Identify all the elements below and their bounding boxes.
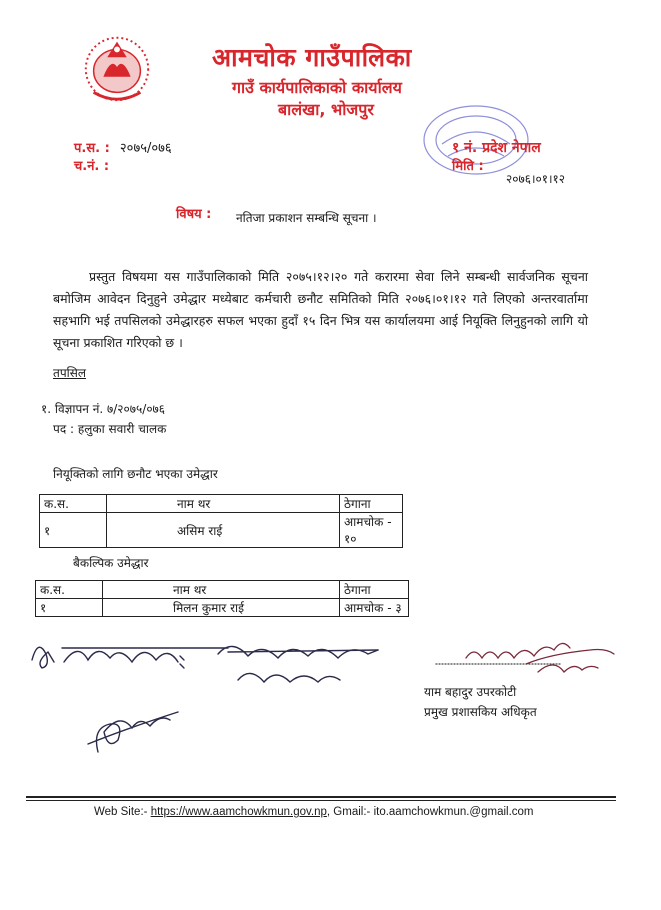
selected-candidates-table	[39, 494, 403, 548]
footer-contact	[94, 806, 534, 818]
col-header-name: नाम थर	[103, 581, 340, 599]
province-label: १ नं. प्रदेश नेपाल	[452, 140, 541, 156]
office-address: बालंखा, भोजपुर	[278, 100, 374, 119]
advertisement-number: १. विज्ञापन नं. ७/२०७५/०७६	[41, 402, 166, 416]
cell-sn: १	[36, 599, 103, 617]
subject-label: विषय :	[176, 207, 212, 222]
col-header-address: ठेगाना	[340, 495, 403, 513]
selected-table-title: नियूक्तिको लागि छनौट भएका उमेद्धार	[53, 467, 218, 481]
cell-name: असिम राई	[107, 513, 340, 548]
cell-address: आमचोक - १०	[340, 513, 403, 548]
table-row	[36, 599, 409, 617]
website-link[interactable]: https://www.aamchowkmun.gov.np	[150, 806, 327, 818]
officer-title: प्रमुख प्रशासकिय अधिकृत	[424, 705, 537, 719]
org-name: आमचोक गाउँपालिका	[212, 43, 412, 72]
section-label: तपसिल	[53, 366, 87, 380]
footer-divider	[26, 796, 616, 798]
date-value: २०७६।०१।१२	[506, 172, 566, 186]
cn-label: च.नं. :	[74, 159, 110, 174]
notice-body-text: प्रस्तुत विषयमा यस गाउँपालिकाको मिति २०७५।१२।२० गते करारमा सेवा लिने सम्बन्धी सार्वजनिक सूचना बमोजिम आवेदन दिनुहुने उमेद्धार मध्येबाट कर्मचारी छनौट समितिको मिति २०७६।०१।१२ गते लिएको अन्तरवार्तामा सहभागि भई तपसिलको उमेद्धारहरु सफल भएका हुदाँ १५ दिन भित्र यस कार्यालयमा आई नियूक्ति लिनुहुनको लागि यो सूचना प्रकाशित गरिएको छ ।	[53, 269, 588, 350]
date-label: मिति :	[452, 159, 484, 174]
email-address[interactable]: ito.aamchowkmun.@gmail.com	[373, 806, 534, 818]
table-header-row	[36, 581, 409, 599]
post-name: पद : हलुका सवारी चालक	[53, 422, 167, 436]
handwritten-annotation	[28, 632, 428, 762]
footer-divider-thin	[26, 800, 616, 801]
cell-name: मिलन कुमार राई	[103, 599, 340, 617]
table-row	[40, 513, 403, 548]
municipality-emblem	[78, 28, 156, 106]
officer-signature	[430, 628, 620, 688]
ps-value: २०७५/०७६	[119, 141, 172, 156]
notice-body	[53, 266, 588, 354]
cell-sn: १	[40, 513, 107, 548]
footer-separator: ,	[326, 806, 331, 818]
mail-label: Gmail:-	[333, 806, 371, 818]
col-header-sn: क.स.	[36, 581, 103, 599]
office-name: गाउँ कार्यपालिकाको कार्यालय	[232, 78, 402, 97]
alternate-candidates-table	[35, 580, 409, 617]
col-header-address: ठेगाना	[340, 581, 409, 599]
web-label: Web Site:-	[94, 806, 148, 818]
ps-label: प.स. :	[74, 141, 110, 156]
alternate-table-title: बैकल्पिक उमेद्धार	[73, 556, 149, 570]
col-header-sn: क.स.	[40, 495, 107, 513]
officer-name: याम बहादुर उपरकोटी	[424, 685, 517, 699]
col-header-name: नाम थर	[107, 495, 340, 513]
cell-address: आमचोक - ३	[340, 599, 409, 617]
dispatch-number	[74, 156, 109, 174]
table-header-row	[40, 495, 403, 513]
subject-text: नतिजा प्रकाशन सम्बन्धि सूचना ।	[236, 211, 377, 225]
reference-number	[74, 138, 172, 156]
